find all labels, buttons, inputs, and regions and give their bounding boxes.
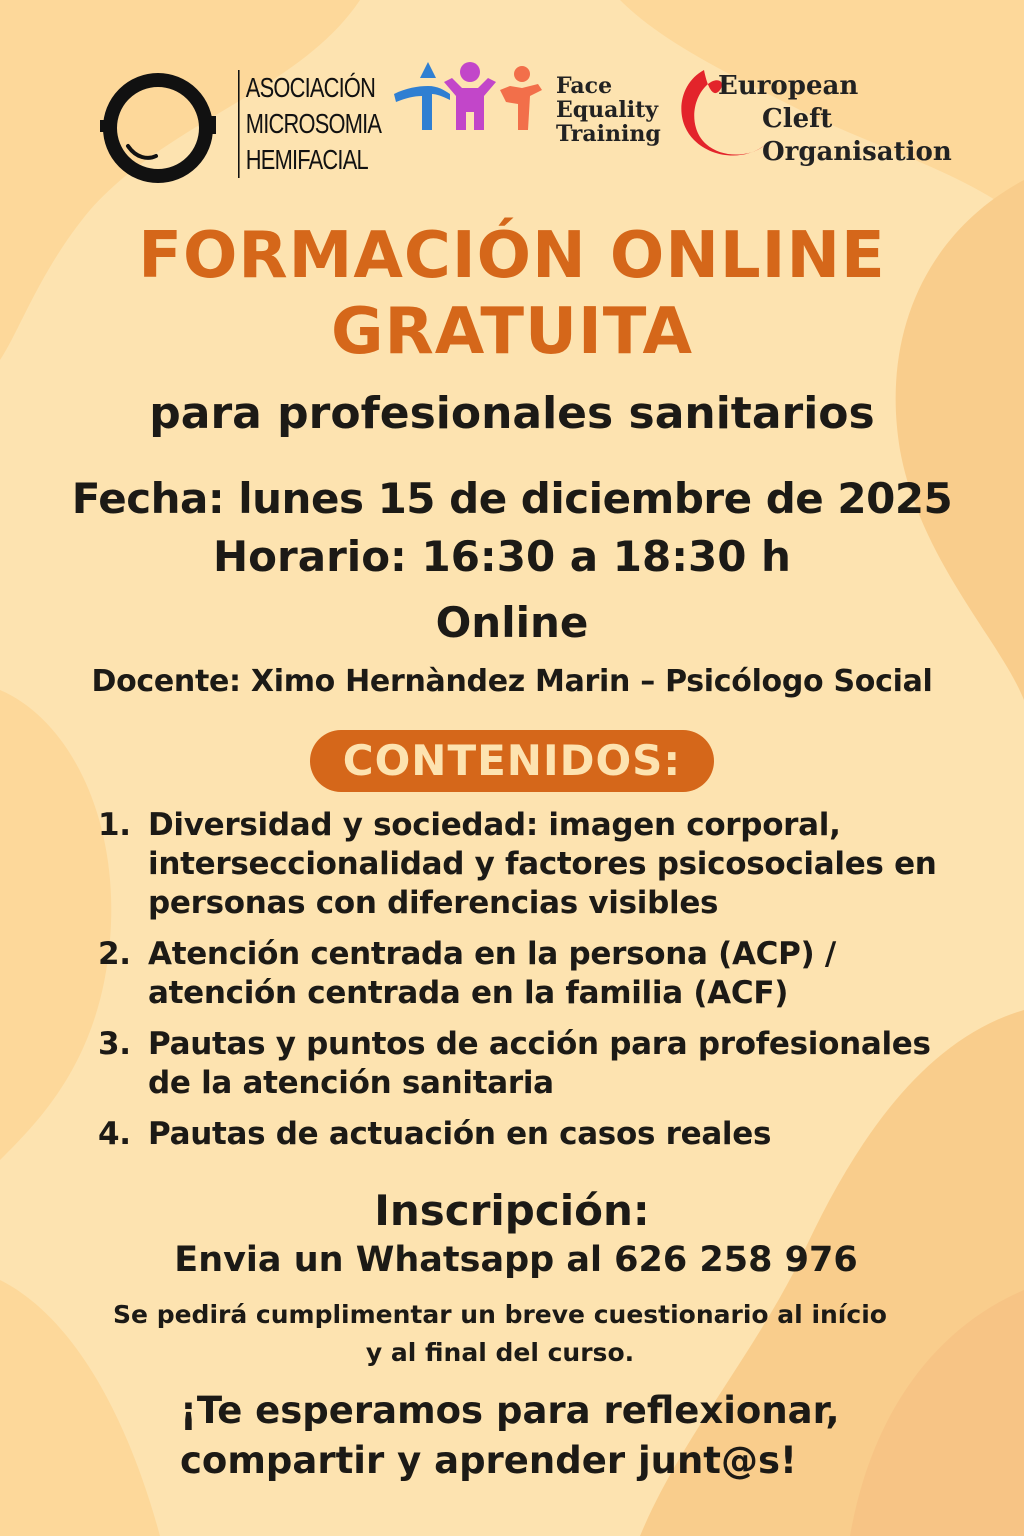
list-item-text: Atención centrada en la persona (ACP) / atención centrada en la familia (ACF) [148,936,836,1011]
list-item-number: 2. [98,936,131,972]
registration-heading: Inscripción: [374,1186,650,1235]
list-item [98,935,958,1013]
title-line-1: FORMACIÓN ONLINE [138,219,886,293]
cleft-organisation-logo-text: European Cleft Organisation [718,71,952,167]
list-item-number: 1. [98,807,131,843]
instructor: Docente: Ximo Hernàndez Marin – Psicólogo Social [91,664,933,699]
closing-message [180,1386,940,1486]
list-item-text: Pautas y puntos de acción para profesionales de la atención sanitaria [148,1026,931,1101]
microsomia-logo-text: ASOCIACIÓN MICROSOMIA HEMIFACIAL [238,70,381,178]
event-time: Horario: 16:30 a 18:30 h [213,532,791,581]
title-line-2: GRATUITA [330,295,694,369]
face-equality-logo-text: Face Equality Training [556,73,661,147]
face-equality-figures-icon [392,60,544,140]
registration-whatsapp: Envia un Whatsapp al 626 258 976 [174,1240,858,1280]
list-item [98,806,958,923]
closing-line-1: ¡Te esperamos para reflexionar, [180,1389,840,1432]
main-title [0,218,1024,370]
contents-badge: CONTENIDOS: [310,730,714,792]
questionnaire-note: Se pedirá cumplimentar un breve cuestionario al início y al final del curso. [113,1300,887,1367]
partner-logos [100,60,980,190]
contents-list [98,806,958,1166]
event-date: Fecha: lunes 15 de diciembre de 2025 [71,474,953,523]
event-mode: Online [435,598,589,647]
closing-line-2: compartir y aprender junt@s! [180,1439,797,1482]
list-item-text: Pautas de actuación en casos reales [148,1116,772,1152]
list-item-text: Diversidad y sociedad: imagen corporal, interseccionalidad y factores psicosociales en personas con diferencias visibles [148,807,937,921]
list-item [98,1115,958,1154]
list-item-number: 3. [98,1026,131,1062]
microsomia-logo-icon [100,66,220,186]
subtitle: para profesionales sanitarios [149,388,875,439]
list-item-number: 4. [98,1116,131,1152]
list-item [98,1025,958,1103]
